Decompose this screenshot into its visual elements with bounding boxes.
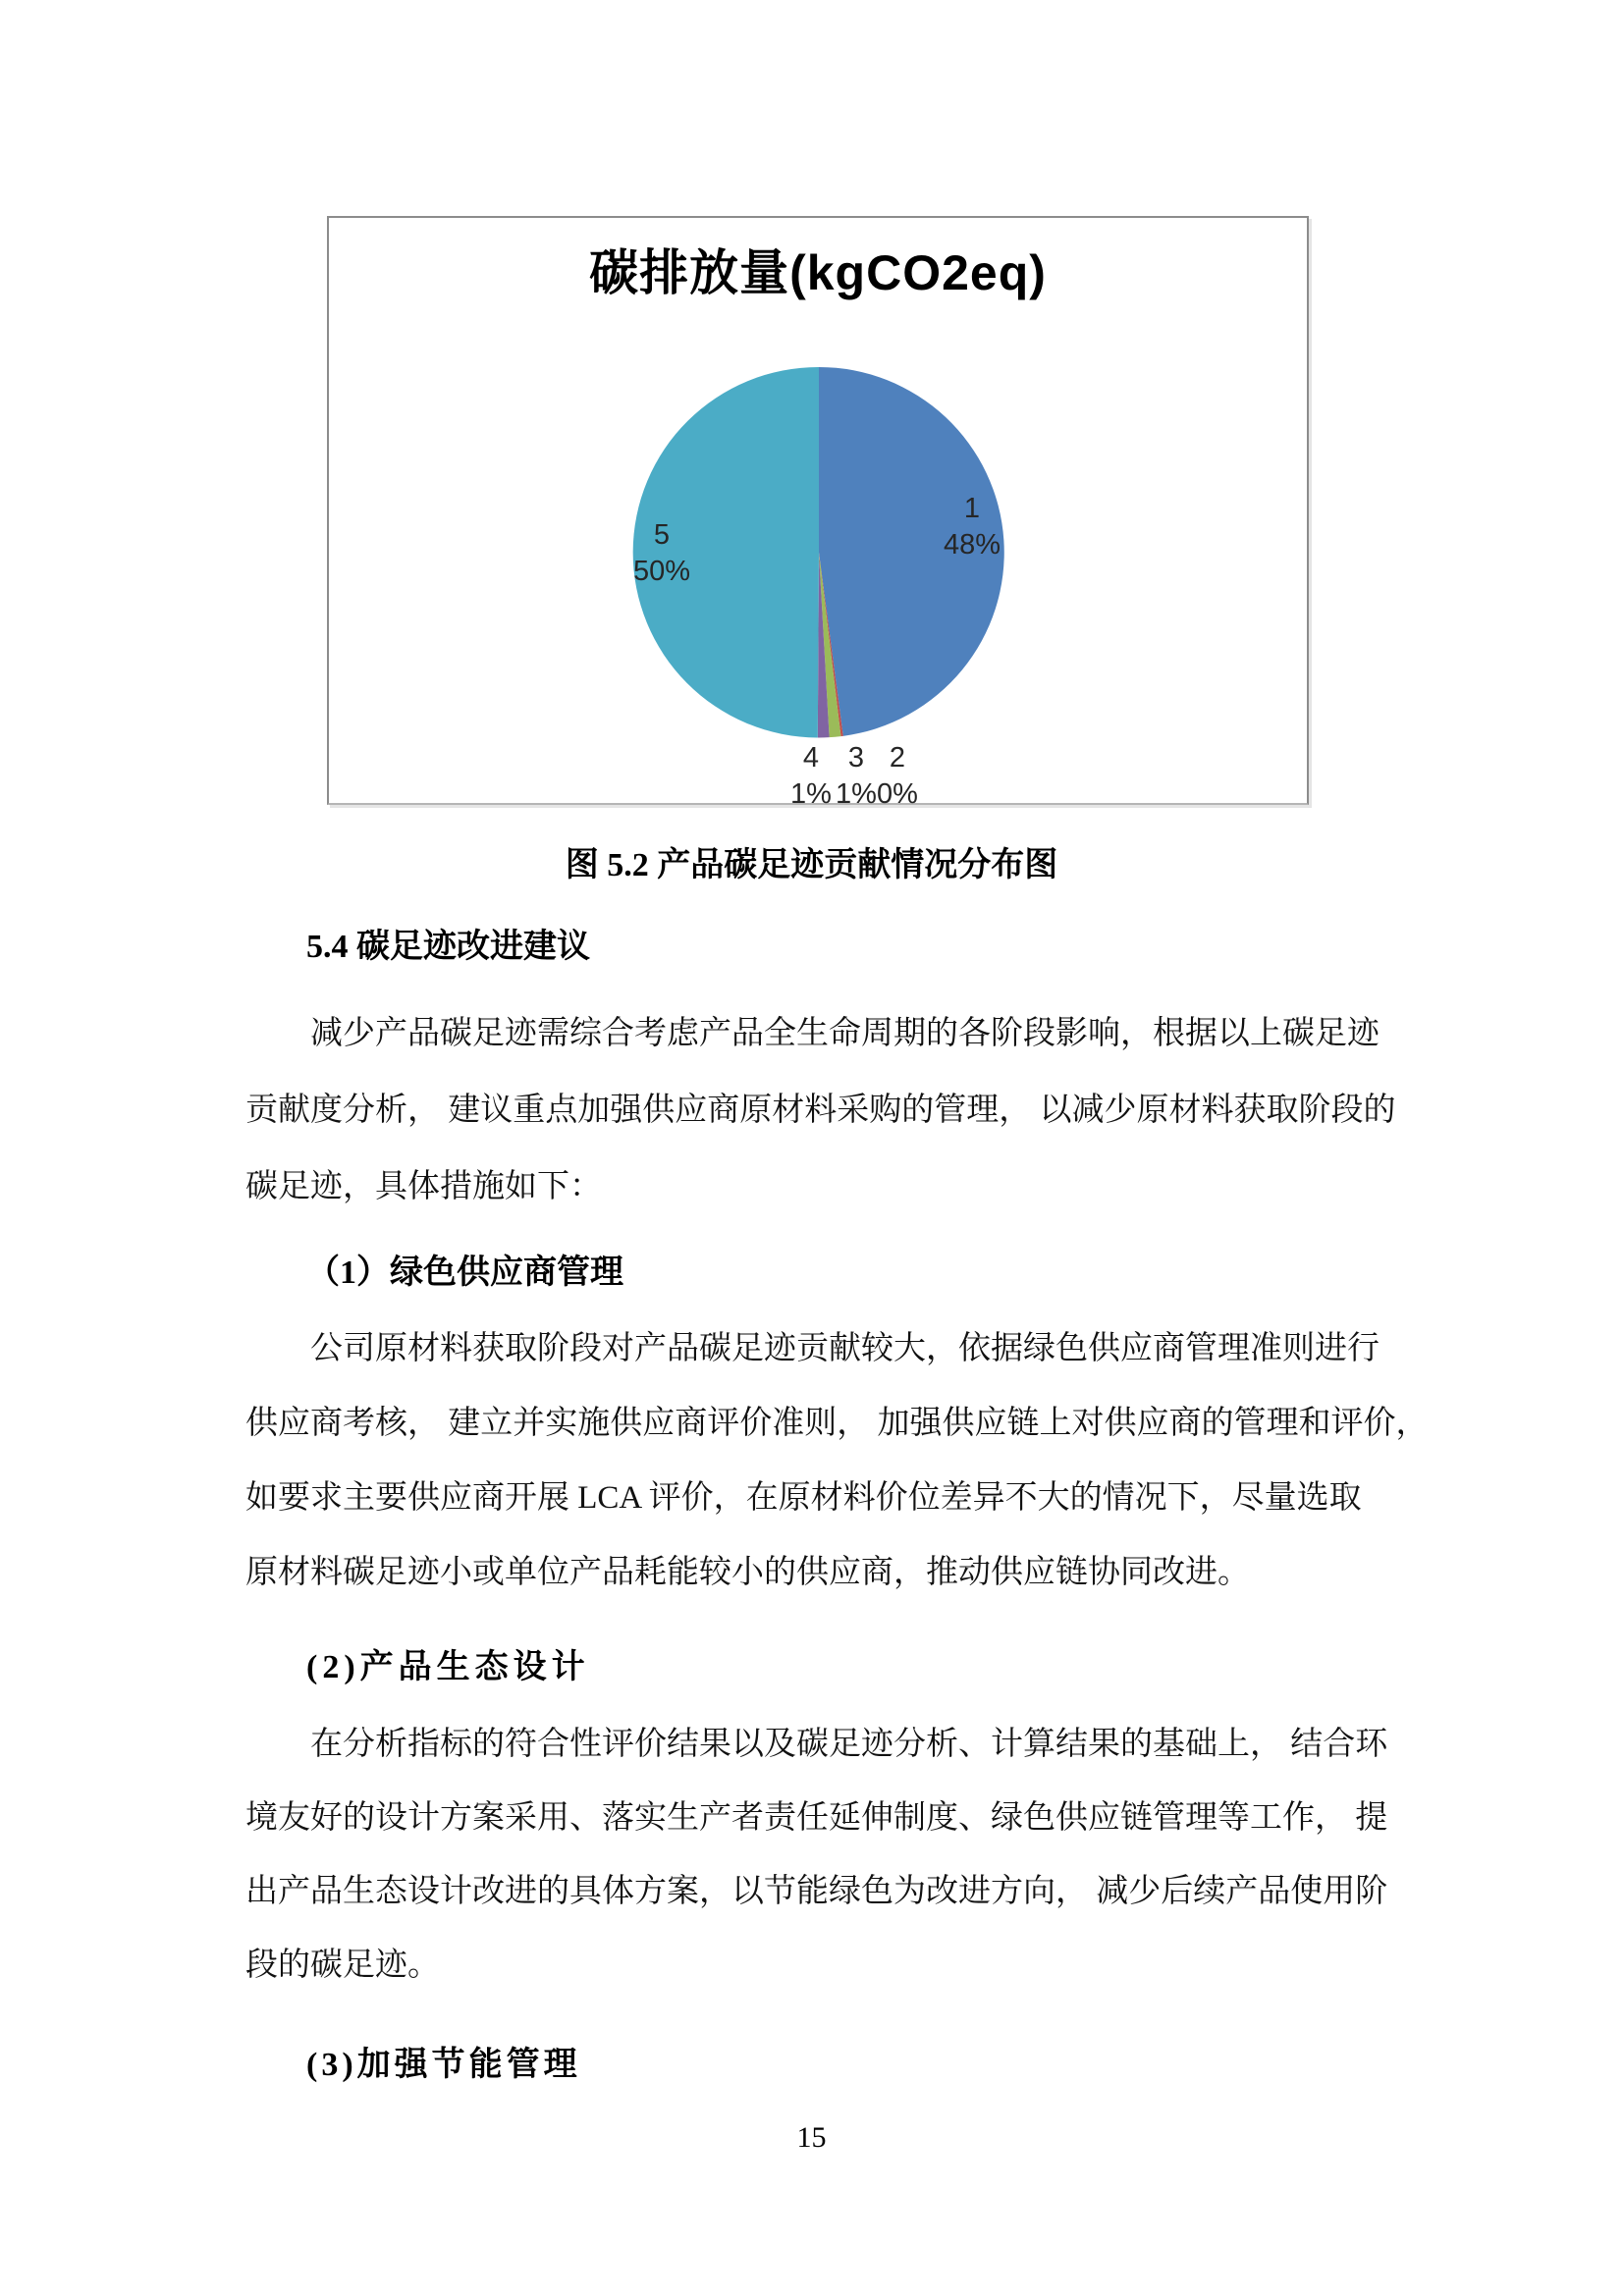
slice-5-name: 5 (653, 519, 671, 551)
text-line: 减少产品碳足迹需综合考虑产品全生命周期的各阶段影响，根据以上碳足迹 (310, 1016, 1380, 1051)
text-line: 原材料碳足迹小或单位产品耗能较小的供应商，推动供应链协同改进。 (245, 1555, 1250, 1590)
slice-3-percent: 1% (836, 778, 877, 810)
slice-4-name: 4 (802, 742, 820, 774)
slice-4-percent: 1% (790, 778, 832, 810)
text-line: 在分析指标的符合性评价结果以及碳足迹分析、计算结果的基础上， 结合环 (310, 1727, 1388, 1762)
pie-label-slice-5 (613, 517, 711, 590)
slice-1-percent: 48% (943, 529, 1001, 561)
subheading-energy-management: (3)加强节能管理 (306, 2047, 581, 2083)
slice-5-percent: 50% (632, 556, 691, 587)
slice-2-name: 2 (889, 742, 906, 774)
text-line: 贡献度分析， 建议重点加强供应商原材料采购的管理， 以减少原材料获取阶段的 (245, 1093, 1396, 1128)
text-line: 如要求主要供应商开展 LCA 评价，在原材料价位差异不大的情况下，尽量选取 (245, 1480, 1362, 1516)
text-line: 出产品生态设计改进的具体方案，以节能绿色为改进方向， 减少后续产品使用阶 (245, 1874, 1388, 1909)
text-line: 段的碳足迹。 (245, 1948, 440, 1983)
subheading-green-supplier: （1）绿色供应商管理 (306, 1255, 623, 1291)
paragraph-green-supplier (245, 1311, 1429, 1610)
subheading-eco-design: (2)产品生态设计 (306, 1649, 590, 1685)
text-line: 碳足迹，具体措施如下： (245, 1169, 602, 1204)
text-line: 境友好的设计方案采用、落实生产者责任延伸制度、绿色供应链管理等工作， 提 (245, 1800, 1388, 1836)
pie-chart (329, 218, 1307, 803)
pie-label-slice-2 (863, 740, 932, 813)
pie-label-slice-1 (923, 491, 1021, 563)
figure-5-2-chart (327, 216, 1309, 810)
slice-2-percent: 0% (877, 778, 918, 810)
paragraph-intro (245, 995, 1414, 1225)
text-line: 供应商考核， 建立并实施供应商评价准则， 加强供应链上对供应商的管理和评价， (245, 1406, 1429, 1441)
page-number: 15 (796, 2121, 827, 2154)
figure-caption: 图 5.2 产品碳足迹贡献情况分布图 (565, 847, 1058, 883)
chart-title: 碳排放量(kgCO2eq) (589, 245, 1047, 300)
slice-3-name: 3 (847, 742, 865, 774)
slice-1-name: 1 (963, 493, 981, 524)
text-line: 公司原材料获取阶段对产品碳足迹贡献较大，依据绿色供应商管理准则进行 (310, 1331, 1380, 1366)
section-heading-5-4: 5.4 碳足迹改进建议 (306, 929, 590, 965)
paragraph-eco-design (245, 1708, 1414, 2002)
